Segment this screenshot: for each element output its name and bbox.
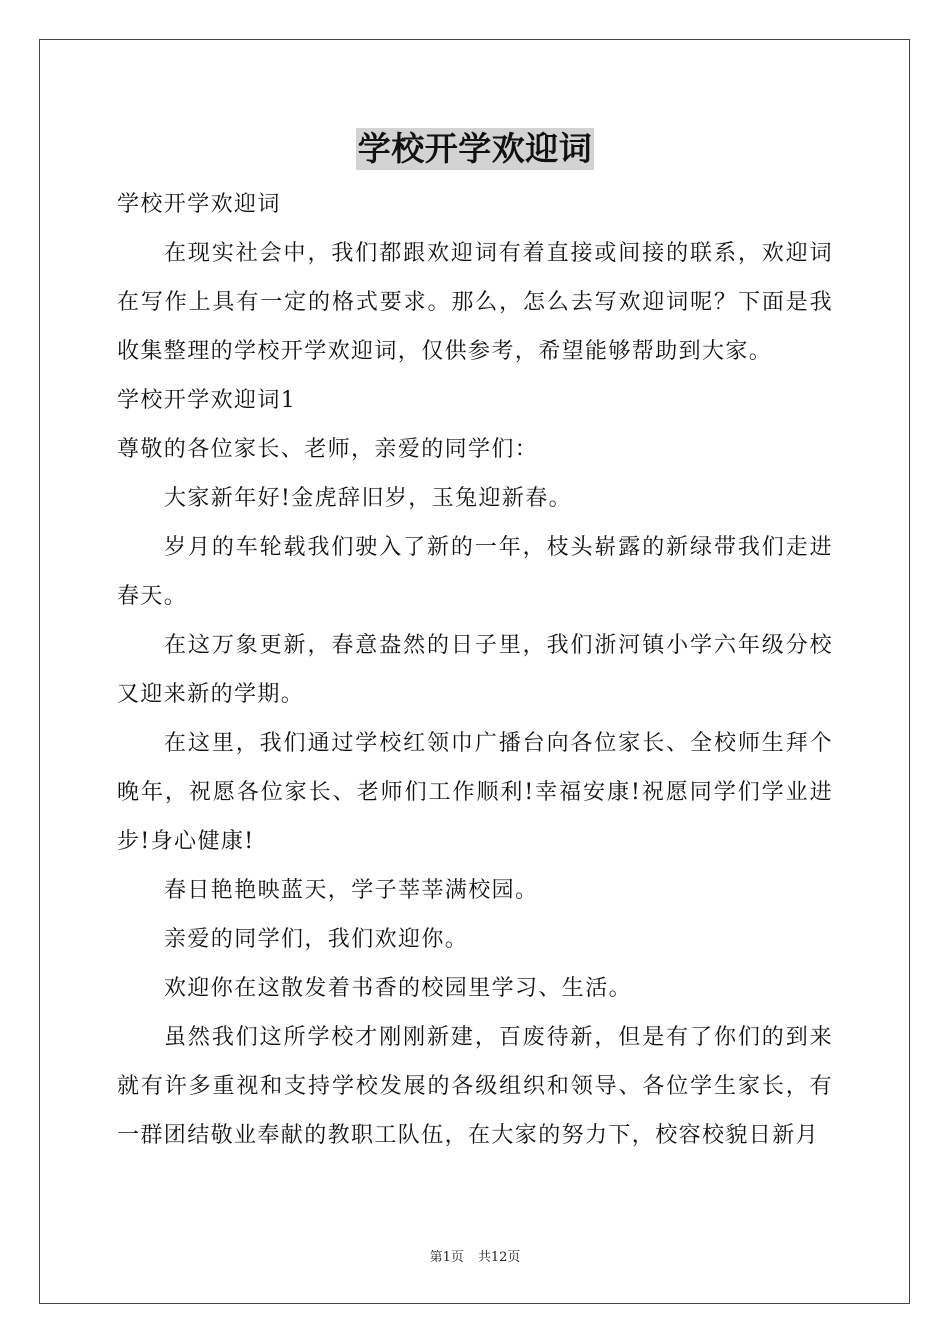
paragraph-body: 欢迎你在这散发着书香的校园里学习、生活。 [164,976,633,1001]
paragraph-body: 虽然我们这所学校才刚刚新建，百废待新，但是有了你们的到来就有许多重视和支持学校发展的各级组织和领导、各位学生家长，有一群团结敬业奉献的教职工队伍，在大家的努力下，校容校貌日新月 [117,1025,833,1148]
paragraph-body: 在这里，我们通过学校红领巾广播台向各位家长、全校师生拜个晚年，祝愿各位家长、老师们工作顺利!幸福安康!祝愿同学们学业进步!身心健康! [117,731,833,854]
paragraph-subtitle: 学校开学欢迎词 [117,192,281,217]
paragraph-body: 在这万象更新，春意盎然的日子里，我们浙河镇小学六年级分校又迎来新的学期。 [117,633,833,707]
page-total: 共12页 [477,1250,521,1265]
paragraph-body: 大家新年好!金虎辞旧岁，玉兔迎新春。 [164,486,573,511]
paragraph-salutation: 尊敬的各位家长、老师，亲爱的同学们： [117,437,539,462]
title-container [0,128,950,170]
paragraph-intro: 在现实社会中，我们都跟欢迎词有着直接或间接的联系，欢迎词在写作上具有一定的格式要求。那么，怎么去写欢迎词呢？下面是我收集整理的学校开学欢迎词，仅供参考，希望能够帮助到大家。 [117,241,833,364]
page-number: 第1页 [429,1250,464,1265]
paragraph-body: 春日艳艳映蓝天，学子莘莘满校园。 [164,878,539,903]
paragraph-body: 亲爱的同学们，我们欢迎你。 [164,927,469,952]
document-title: 学校开学欢迎词 [357,129,593,168]
document-body [117,180,833,1160]
paragraph-body: 岁月的车轮载我们驶入了新的一年，枝头崭露的新绿带我们走进春天。 [117,535,833,609]
page-footer [0,1246,950,1265]
section-heading: 学校开学欢迎词1 [117,388,297,413]
